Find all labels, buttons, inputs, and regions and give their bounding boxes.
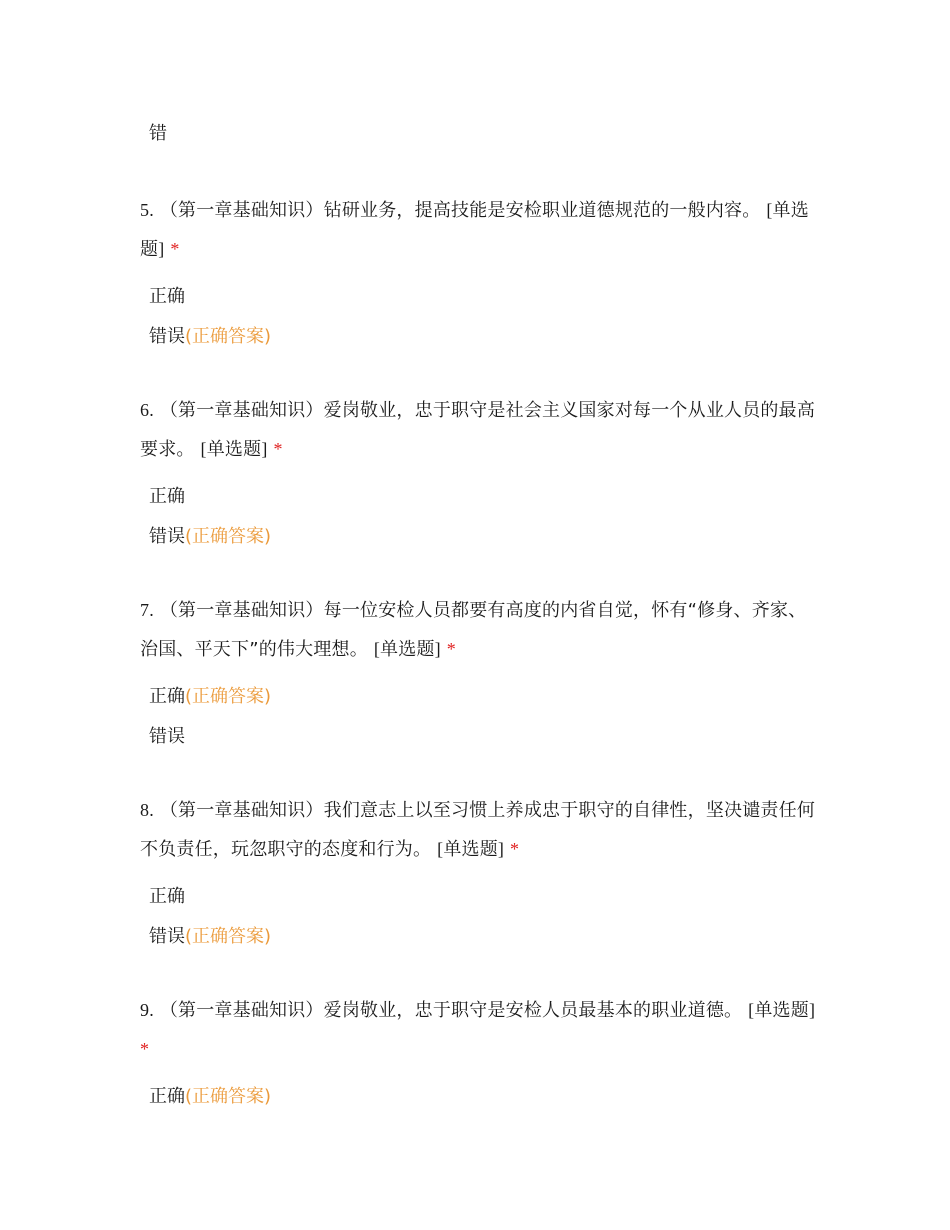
required-asterisk: *: [510, 839, 520, 859]
question-type: [单选题]: [748, 1000, 816, 1020]
question-7: [140, 591, 820, 757]
correct-answer-mark: (正确答案): [185, 686, 272, 707]
option-label: 错误: [149, 326, 185, 347]
option-item: [140, 517, 820, 557]
correct-answer-mark: (正确答案): [185, 326, 272, 347]
option-label: 错误: [149, 726, 185, 747]
option-list: [140, 677, 820, 757]
question-9: [140, 991, 820, 1117]
question-text: [140, 991, 820, 1069]
question-8: [140, 791, 820, 957]
question-type: [单选题]: [373, 639, 441, 659]
option-label: 错: [149, 123, 167, 144]
option-label: 正确: [149, 486, 185, 507]
correct-answer-mark: (正确答案): [185, 926, 272, 947]
question-text: [140, 191, 820, 269]
required-asterisk: *: [140, 1039, 150, 1059]
option-label: 正确: [149, 286, 185, 307]
option-list: [140, 877, 820, 957]
option-list: [140, 477, 820, 557]
question-number: 5.: [140, 200, 154, 220]
question-number: 7.: [140, 600, 154, 620]
option-item: [140, 477, 820, 517]
required-asterisk: *: [273, 439, 283, 459]
option-item: [140, 277, 820, 317]
option-label: 错误: [149, 526, 185, 547]
option-item: [140, 877, 820, 917]
question-text: [140, 391, 820, 469]
option-label: 正确: [149, 1086, 185, 1107]
required-asterisk: *: [170, 239, 180, 259]
question-number: 8.: [140, 800, 154, 820]
option-item: [140, 1077, 820, 1117]
question-5: [140, 191, 820, 357]
question-body: （第一章基础知识）爱岗敬业，忠于职守是社会主义国家对每一个从业人员的最高要求。: [140, 400, 816, 460]
required-asterisk: *: [446, 639, 456, 659]
correct-answer-mark: (正确答案): [185, 1086, 272, 1107]
option-label: 错误: [149, 926, 185, 947]
option-item: [140, 677, 820, 717]
correct-answer-mark: (正确答案): [185, 526, 272, 547]
option-label: 正确: [149, 686, 185, 707]
question-number: 6.: [140, 400, 154, 420]
question-6: [140, 391, 820, 557]
question-text: [140, 591, 820, 669]
option-list: [140, 1077, 820, 1117]
question-type: [单选题]: [437, 839, 505, 859]
question-type: [单选题]: [200, 439, 268, 459]
question-body: （第一章基础知识）每一位安检人员都要有高度的内省自觉，怀有“修身、齐家、治国、平天下”的伟大理想。: [140, 600, 807, 660]
question-body: （第一章基础知识）钻研业务，提高技能是安检职业道德规范的一般内容。: [159, 200, 761, 221]
question-number: 9.: [140, 1000, 154, 1020]
option-item: [140, 917, 820, 957]
question-body: （第一章基础知识）我们意志上以至习惯上养成忠于职守的自律性，坚决谴责任何不负责任，玩忽职守的态度和行为。: [140, 800, 816, 860]
question-type: [单选题]: [140, 200, 809, 259]
option-item: [140, 317, 820, 357]
option-list: [140, 277, 820, 357]
question-body: （第一章基础知识）爱岗敬业，忠于职守是安检人员最基本的职业道德。: [159, 1000, 743, 1021]
option-label: 正确: [149, 886, 185, 907]
option-item: [140, 717, 820, 757]
question-text: [140, 791, 820, 869]
